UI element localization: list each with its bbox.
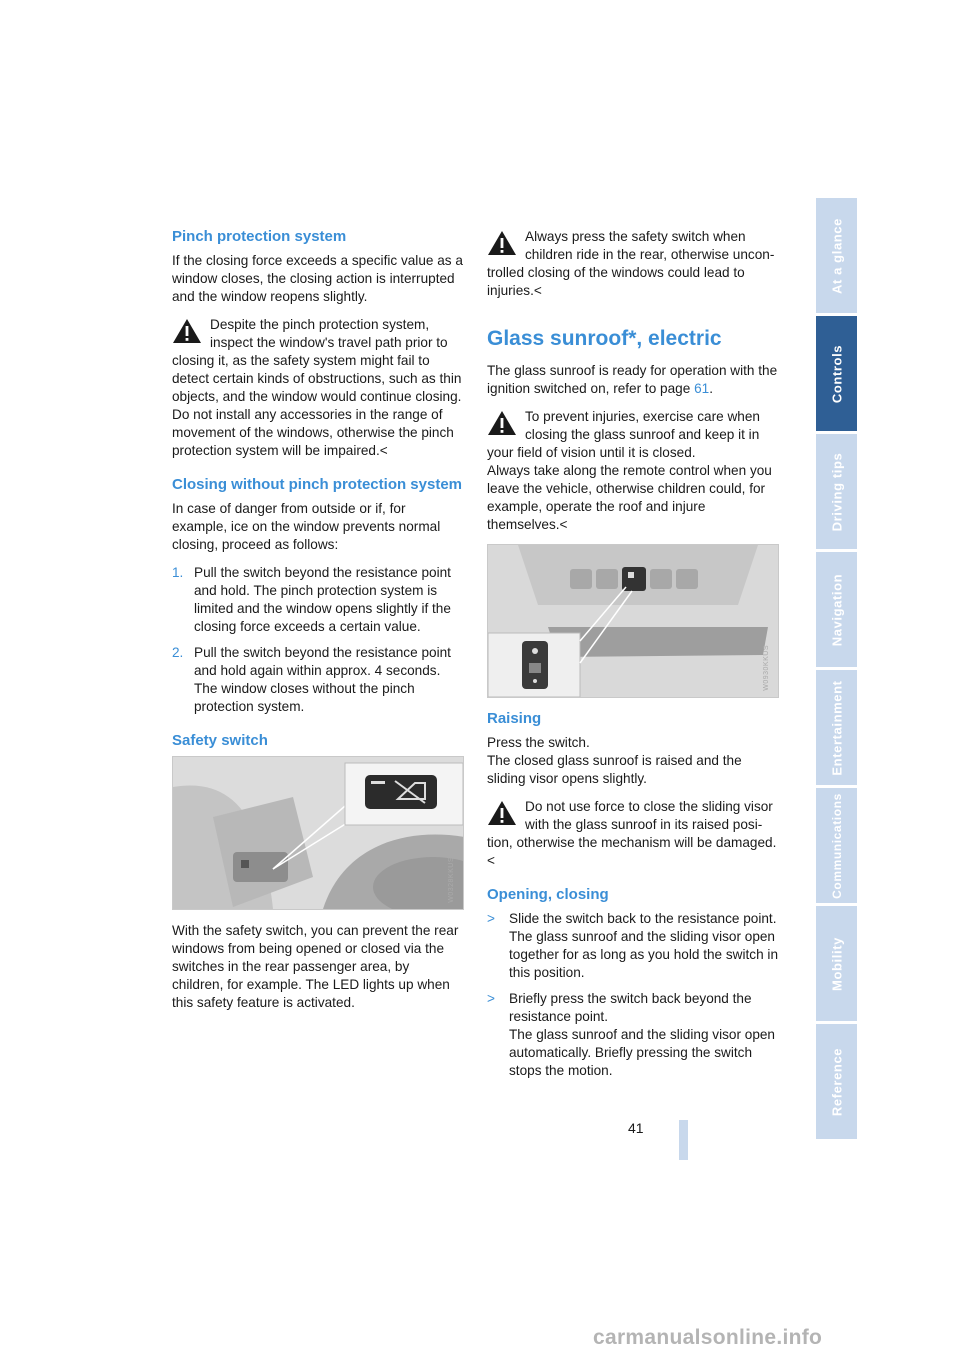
- warning-text: your field of vision until it is closed.: [487, 445, 696, 460]
- closing-without-text: In case of danger from outside or if, for example, ice on the window prevents normal closing, proceed as follows:: [172, 501, 441, 552]
- step-number: 1.: [172, 565, 184, 580]
- tab-label: Entertainment: [829, 679, 844, 776]
- door-panel-illustration: [173, 757, 464, 909]
- tab-at-a-glance[interactable]: [816, 198, 857, 316]
- raising-text-1: Press the switch.: [487, 735, 590, 750]
- pinch-protection-text: If the closing force exceeds a specific value as a window closes, the closing action is interrupted and the window reopens slightly.: [172, 253, 463, 304]
- tab-driving-tips[interactable]: [816, 434, 857, 552]
- tab-controls[interactable]: [816, 316, 857, 434]
- footer-watermark: carmanualsonline.info: [593, 1326, 823, 1349]
- page-link[interactable]: 61: [694, 381, 710, 396]
- tab-communications[interactable]: [816, 788, 857, 906]
- heading-raising: Raising: [487, 710, 542, 727]
- list-item: [487, 910, 779, 982]
- heading-pinch-protection: Pinch protection system: [172, 228, 347, 245]
- list-item: [487, 990, 779, 1080]
- warning-lead-text: Do not use force to close the sliding visor with the glass sunroof in its raised posi-: [525, 799, 773, 832]
- opening-list: [487, 910, 779, 1080]
- bullet-text: Briefly press the switch back beyond the resistance point.: [509, 991, 752, 1024]
- end-mark: <: [533, 283, 542, 298]
- chapter-tabs: [816, 198, 857, 1142]
- warning-text-2: Do not install any accessories in the range of movement of the windows, otherwise the pinch protection system will be impaired.: [172, 407, 454, 458]
- sunroof-text-part: The glass sunroof is ready for operation with the ignition switched on, refer to page: [487, 363, 778, 396]
- list-item: [172, 644, 464, 716]
- step-number: 2.: [172, 645, 184, 660]
- warning-icon: [487, 410, 517, 436]
- tab-label: Navigation: [829, 573, 844, 646]
- warning-icon: [172, 318, 202, 344]
- image-code: W0930KKUS: [763, 645, 770, 691]
- warning-pinch-protection: [172, 316, 464, 460]
- heading-glass-sunroof: Glass sunroof*, electric: [487, 327, 722, 350]
- safety-switch-photo: [172, 756, 464, 910]
- heading-safety-switch: Safety switch: [172, 732, 268, 749]
- raising-text-2: The closed glass sunroof is raised and the sliding visor opens slightly.: [487, 753, 742, 786]
- steps-list: [172, 564, 464, 716]
- warning-lead-text: To prevent injuries, exercise care when closing the glass sunroof and keep it in: [525, 409, 760, 442]
- heading-closing-without: Closing without pinch protection system: [172, 476, 463, 493]
- warning-sliding-visor: [487, 798, 779, 870]
- bullet-marker: >: [487, 911, 495, 926]
- page-number-bar: [679, 1120, 688, 1160]
- tab-mobility[interactable]: [816, 906, 857, 1024]
- step-text: Pull the switch beyond the resistance point and hold again within approx. 4 seconds. The window closes without the pinch protection system.: [194, 645, 451, 714]
- tab-label: Reference: [829, 1047, 844, 1116]
- sunroof-text-end: .: [709, 381, 713, 396]
- end-mark: <: [379, 443, 388, 458]
- warning-text: trolled closing of the windows could lead to injuries.: [487, 265, 745, 298]
- warning-sunroof: [487, 408, 779, 534]
- overhead-console-illustration: [488, 545, 779, 697]
- bullet-text: Slide the switch back to the resistance point.: [509, 911, 777, 926]
- warning-icon: [487, 230, 517, 256]
- list-item: [172, 564, 464, 636]
- tab-label: Driving tips: [829, 452, 844, 531]
- tab-entertainment[interactable]: [816, 670, 857, 788]
- tab-reference[interactable]: [816, 1024, 857, 1142]
- warning-lead-text: Despite the pinch protection system, inspect the window's travel path prior to: [210, 317, 448, 350]
- heading-opening-closing: Opening, closing: [487, 886, 609, 903]
- tab-label: Mobility: [829, 936, 844, 991]
- warning-lead-text: Always press the safety switch when children ride in the rear, otherwise uncon-: [525, 229, 775, 262]
- tab-label: At a glance: [829, 217, 844, 294]
- warning-text: tion, otherwise the mechanism will be damaged.: [487, 835, 777, 850]
- warning-children: [487, 228, 779, 300]
- warning-text-2: Always take along the remote control when you leave the vehicle, otherwise children could, for example, operate the roof and injure themselves.: [487, 463, 772, 532]
- sunroof-text: [487, 362, 779, 398]
- tab-label: Communications: [829, 792, 844, 899]
- step-text: Pull the switch beyond the resistance point and hold. The pinch protection system is limited and the window opens slightly if the closing force exceeds a certain value.: [194, 565, 451, 634]
- bullet-marker: >: [487, 991, 495, 1006]
- end-mark: <: [559, 517, 568, 532]
- warning-icon: [487, 800, 517, 826]
- safety-switch-text: With the safety switch, you can prevent the rear windows from being opened or closed via the switches in the rear passenger area, by children, for example. The LED lights up when this safety feature is activated.: [172, 923, 459, 1010]
- warning-text: closing it, as the safety system might fail to detect certain kinds of obstructions, such as thin objects, and the window would continue closing.: [172, 353, 462, 404]
- sunroof-switch-photo: [487, 544, 779, 698]
- tab-navigation[interactable]: [816, 552, 857, 670]
- right-column: [487, 228, 779, 1090]
- left-column: [172, 228, 464, 1022]
- page-number: 41: [628, 1120, 644, 1136]
- bullet-text-2: The glass sunroof and the sliding visor open automatically. Briefly pressing the switch stops the motion.: [509, 1027, 775, 1078]
- bullet-text-2: The glass sunroof and the sliding visor open together for as long as you hold the switch in this position.: [509, 929, 779, 980]
- image-code: W0328KKUS: [448, 857, 455, 903]
- end-mark: <: [487, 853, 495, 868]
- tab-label: Controls: [829, 344, 844, 403]
